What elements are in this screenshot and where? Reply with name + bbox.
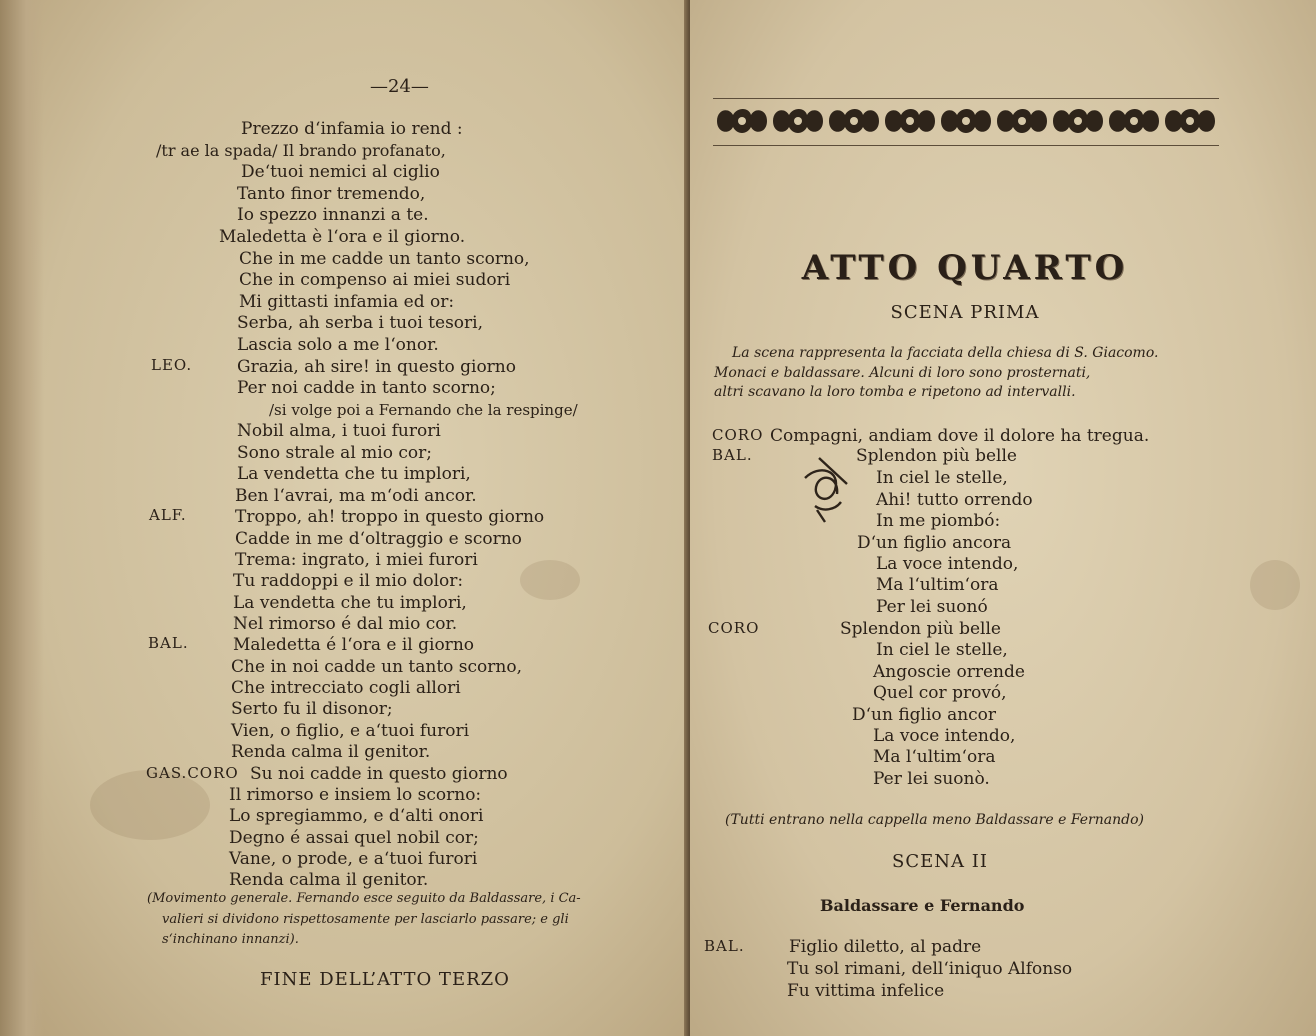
verse-line: In ciel le stelle, [876,468,1008,488]
verse-line: Quel cor provó, [873,683,1007,703]
verse-line: Per lei suonó [876,597,988,617]
scene-title: SCENA PRIMA [890,302,1040,323]
verse-line: /tr ae la spada/ Il brando profanato, [156,141,446,160]
speaker-label: CORO [712,426,764,444]
verse-line: De‘tuoi nemici al ciglio [241,162,440,182]
verse-line: Ma l‘ultim‘ora [873,747,996,767]
stage-direction: (Tutti entrano nella cappella meno Baldassare e Fernando) [725,812,1144,828]
verse-line: Maledetta é l‘ora e il giorno [233,635,474,655]
ornament-dot [1130,117,1138,125]
verse-line: Vien, o figlio, e a‘tuoi furori [231,721,470,741]
ornament-dot [962,117,970,125]
verse-line: D‘un figlio ancor [852,705,997,725]
act-title: ATTO QUARTO [801,248,1129,288]
page-edge [0,0,44,1036]
verse-line: Splendon più belle [856,446,1017,466]
verse-line: Nobil alma, i tuoi furori [237,421,441,441]
scene-description: Monaci e baldassare. Alcuni di loro sono prosternati, [714,365,1091,381]
verse-line: La vendetta che tu implori, [233,593,467,613]
verse-line: Serto fu il disonor; [231,699,393,719]
right-page [690,0,1316,1036]
verse-line: Sono strale al mio cor; [237,443,432,463]
scene-description: La scena rappresenta la facciata della chiesa di S. Giacomo. [732,345,1159,361]
verse-line: Angoscie orrende [873,662,1025,682]
verse-line: Renda calma il genitor. [231,742,431,762]
verse-line: Che intrecciato cogli allori [231,678,461,698]
verse-line: In me piombó: [876,511,1001,531]
verse-line: Trema: ingrato, i miei furori [235,550,478,570]
printer-flourish-icon [795,450,865,525]
stage-direction: s‘inchinano innanzi). [162,932,299,947]
ornament-dot [906,117,914,125]
scene-title: SCENA II [892,851,988,872]
verse-line: Fu vittima infelice [787,981,945,1001]
verse-line: Io spezzo innanzi a te. [237,205,429,225]
paper-stain [520,560,580,600]
stage-direction-inline: /si volge poi a Fernando che la respinge/ [269,401,578,419]
verse-line: Grazia, ah sire! in questo giorno [237,357,516,377]
verse-line: Nel rimorso é dal mio cor. [233,614,458,634]
verse-line: In ciel le stelle, [876,640,1008,660]
verse-line: Mi gittasti infamia ed or: [239,292,455,312]
stage-direction: (Movimento generale. Fernando esce seguito da Baldassare, i Ca- [147,891,581,906]
speaker-label: BAL. [148,634,189,652]
verse-line: Vane, o prode, e a‘tuoi furori [229,849,478,869]
verse-line: La voce intendo, [873,726,1016,746]
verse-line: Lascia solo a me l‘onor. [237,335,439,355]
verse-line: Per lei suonò. [873,769,990,789]
ornament-dot [1186,117,1194,125]
ornament-dot [738,117,746,125]
verse-line: Prezzo d‘infamia io rend : [241,119,463,139]
act-end-text: FINE DELL’ATTO TERZO [260,969,510,990]
verse-line: Il rimorso e insiem lo scorno: [229,785,482,805]
verse-line: Renda calma il genitor. [229,870,429,890]
ornament-dot [1018,117,1026,125]
verse-line: D‘un figlio ancora [857,533,1012,553]
verse-line: Per noi cadde in tanto scorno; [237,378,496,398]
decorative-border-ornament [713,98,1219,146]
verse-line: Tanto finor tremendo, [237,184,426,204]
paper-stain [1250,560,1300,610]
verse-line: La vendetta che tu implori, [237,464,471,484]
verse-line: Che in me cadde un tanto scorno, [239,249,530,269]
speaker-label: ALF. [149,506,187,524]
verse-line: Maledetta è l‘ora e il giorno. [219,227,466,247]
verse-line: Figlio diletto, al padre [789,937,982,957]
speaker-label: BAL. [704,937,745,955]
speaker-label: CORO [708,619,760,637]
speaker-label: GAS.CORO [146,764,239,782]
verse-line: Compagni, andiam dove il dolore ha tregua. [770,426,1150,446]
verse-line: Degno é assai quel nobil cor; [229,828,479,848]
stage-direction: valieri si dividono rispettosamente per lasciarlo passare; e gli [162,912,569,927]
verse-line: Tu sol rimani, dell‘iniquo Alfonso [787,959,1073,979]
verse-line: Su noi cadde in questo giorno [250,764,508,784]
scene-description: altri scavano la loro tomba e ripetono ad intervalli. [714,384,1076,400]
verse-line: La voce intendo, [876,554,1019,574]
scene-characters: Baldassare e Fernando [820,896,1025,915]
verse-line: Lo spregiammo, e d‘alti onori [229,806,484,826]
speaker-label: LEO. [151,356,193,374]
ornament-dot [850,117,858,125]
verse-line: Che in compenso ai miei sudori [239,270,511,290]
verse-line: Troppo, ah! troppo in questo giorno [235,507,545,527]
verse-line: Cadde in me d‘oltraggio e scorno [235,529,522,549]
verse-line: Splendon più belle [840,619,1001,639]
ornament-dot [794,117,802,125]
page-number: —24— [370,76,429,97]
verse-line: Che in noi cadde un tanto scorno, [231,657,523,677]
verse-line: Ma l‘ultim‘ora [876,575,999,595]
speaker-label: BAL. [712,446,753,464]
ornament-dot [1074,117,1082,125]
verse-line: Ahi! tutto orrendo [876,490,1033,510]
verse-line: Tu raddoppi e il mio dolor: [233,571,464,591]
verse-line: Ben l‘avrai, ma m‘odi ancor. [235,486,477,506]
ornament-icon [713,99,1219,143]
verse-line: Serba, ah serba i tuoi tesori, [237,313,483,333]
